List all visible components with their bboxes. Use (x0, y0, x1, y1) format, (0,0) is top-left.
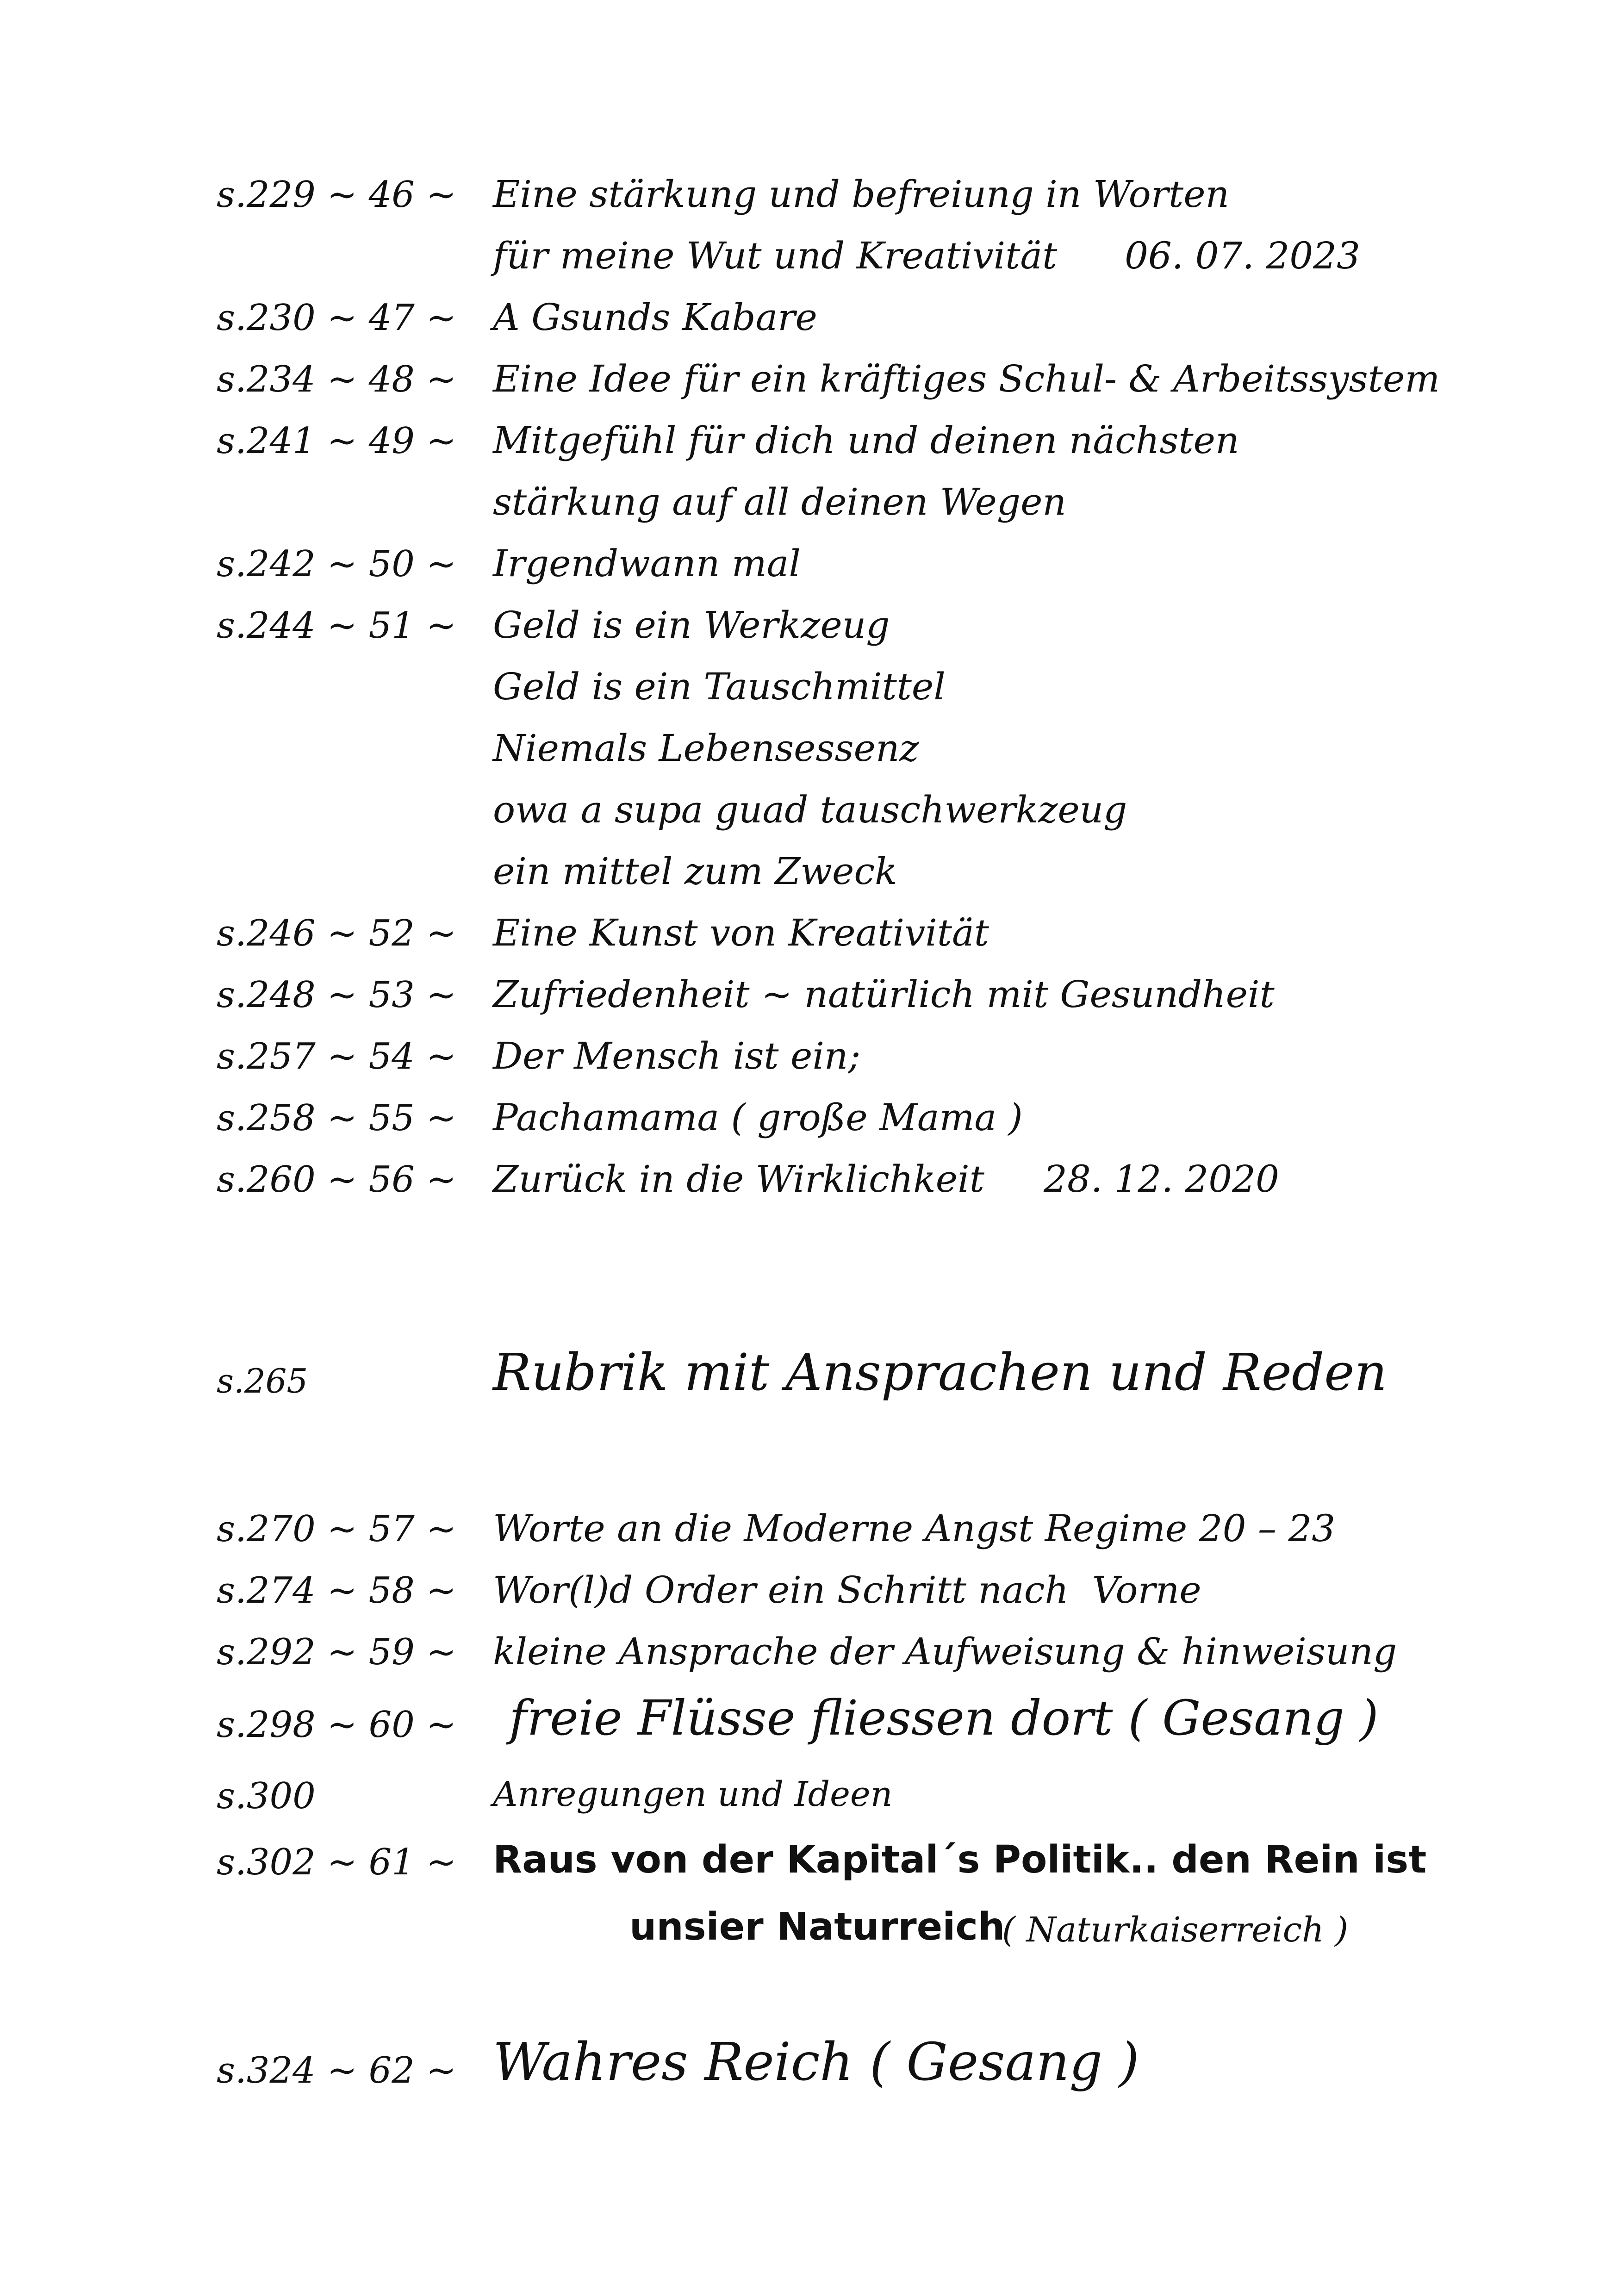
toc-date: 28. 12. 2020 (1044, 1157, 1279, 1201)
toc-continuation: stärkung auf all deinen Wegen (493, 480, 1066, 523)
toc-ref: s.257 ~ 54 ~ (217, 1036, 457, 1077)
toc-title: Geld is ein Werkzeug (493, 604, 890, 647)
toc-title: Worte an die Moderne Angst Regime 20 – 23 (493, 1507, 1336, 1550)
toc-ref: s.298 ~ 60 ~ (217, 1704, 457, 1746)
toc-title: Pachamama ( große Mama ) (493, 1096, 1023, 1139)
toc-title: A Gsunds Kabare (493, 296, 817, 339)
toc-title: Wahres Reich ( Gesang ) (493, 2032, 1139, 2092)
toc-continuation: Geld is ein Tauschmittel (493, 665, 946, 708)
toc-title: Eine Kunst von Kreativität (493, 911, 989, 954)
toc-ref: s.246 ~ 52 ~ (217, 913, 457, 954)
toc-continuation: unsier Naturreich (629, 1905, 1005, 1949)
toc-ref: s.302 ~ 61 ~ (217, 1842, 457, 1883)
toc-ref: s.270 ~ 57 ~ (217, 1508, 457, 1550)
toc-ref: s.258 ~ 55 ~ (217, 1097, 457, 1139)
toc-ref: s.242 ~ 50 ~ (217, 543, 457, 585)
section-ref: s.265 (217, 1362, 308, 1400)
toc-date: 06. 07. 2023 (1125, 234, 1360, 277)
toc-ref: s.229 ~ 46 ~ (217, 174, 457, 216)
toc-ref: s.274 ~ 58 ~ (217, 1570, 457, 1612)
toc-ref: s.292 ~ 59 ~ (217, 1631, 457, 1673)
toc-title: Irgendwann mal (493, 542, 801, 585)
toc-title: Raus von der Kapital´s Politik.. den Rein ist (493, 1838, 1427, 1882)
toc-continuation: Niemals Lebensessenz (493, 727, 919, 770)
toc-title: freie Flüsse fliessen dort ( Gesang ) (509, 1690, 1379, 1746)
toc-title: Eine Idee für ein kräftiges Schul- & Arbeitssystem (493, 357, 1440, 400)
toc-title: Anregungen und Ideen (493, 1774, 893, 1814)
toc-title: Zufriedenheit ~ natürlich mit Gesundheit (493, 973, 1275, 1016)
toc-ref: s.234 ~ 48 ~ (217, 359, 457, 400)
toc-ref: s.324 ~ 62 ~ (217, 2050, 457, 2091)
toc-title: Wor(l)d Order ein Schritt nach Vorne (493, 1568, 1201, 1612)
toc-continuation: ein mittel zum Zweck (493, 850, 897, 893)
toc-continuation-sub: ( Naturkaiserreich ) (1002, 1910, 1349, 1950)
toc-ref: s.241 ~ 49 ~ (217, 420, 457, 462)
toc-title: Eine stärkung und befreiung in Worten (493, 173, 1230, 216)
toc-ref: s.300 (217, 1775, 316, 1817)
toc-ref: s.260 ~ 56 ~ (217, 1159, 457, 1201)
toc-title: Zurück in die Wirklichkeit (493, 1157, 984, 1201)
toc-continuation: für meine Wut und Kreativität (493, 234, 1058, 277)
toc-continuation: owa a supa guad tauschwerkzeug (493, 788, 1127, 831)
toc-ref: s.230 ~ 47 ~ (217, 297, 457, 339)
toc-title: Der Mensch ist ein; (493, 1034, 861, 1077)
toc-title: Mitgefühl für dich und deinen nächsten (493, 419, 1239, 462)
toc-ref: s.244 ~ 51 ~ (217, 605, 457, 647)
toc-ref: s.248 ~ 53 ~ (217, 974, 457, 1016)
toc-title: kleine Ansprache der Aufweisung & hinweisung (493, 1630, 1397, 1673)
section-heading: Rubrik mit Ansprachen und Reden (493, 1343, 1388, 1402)
